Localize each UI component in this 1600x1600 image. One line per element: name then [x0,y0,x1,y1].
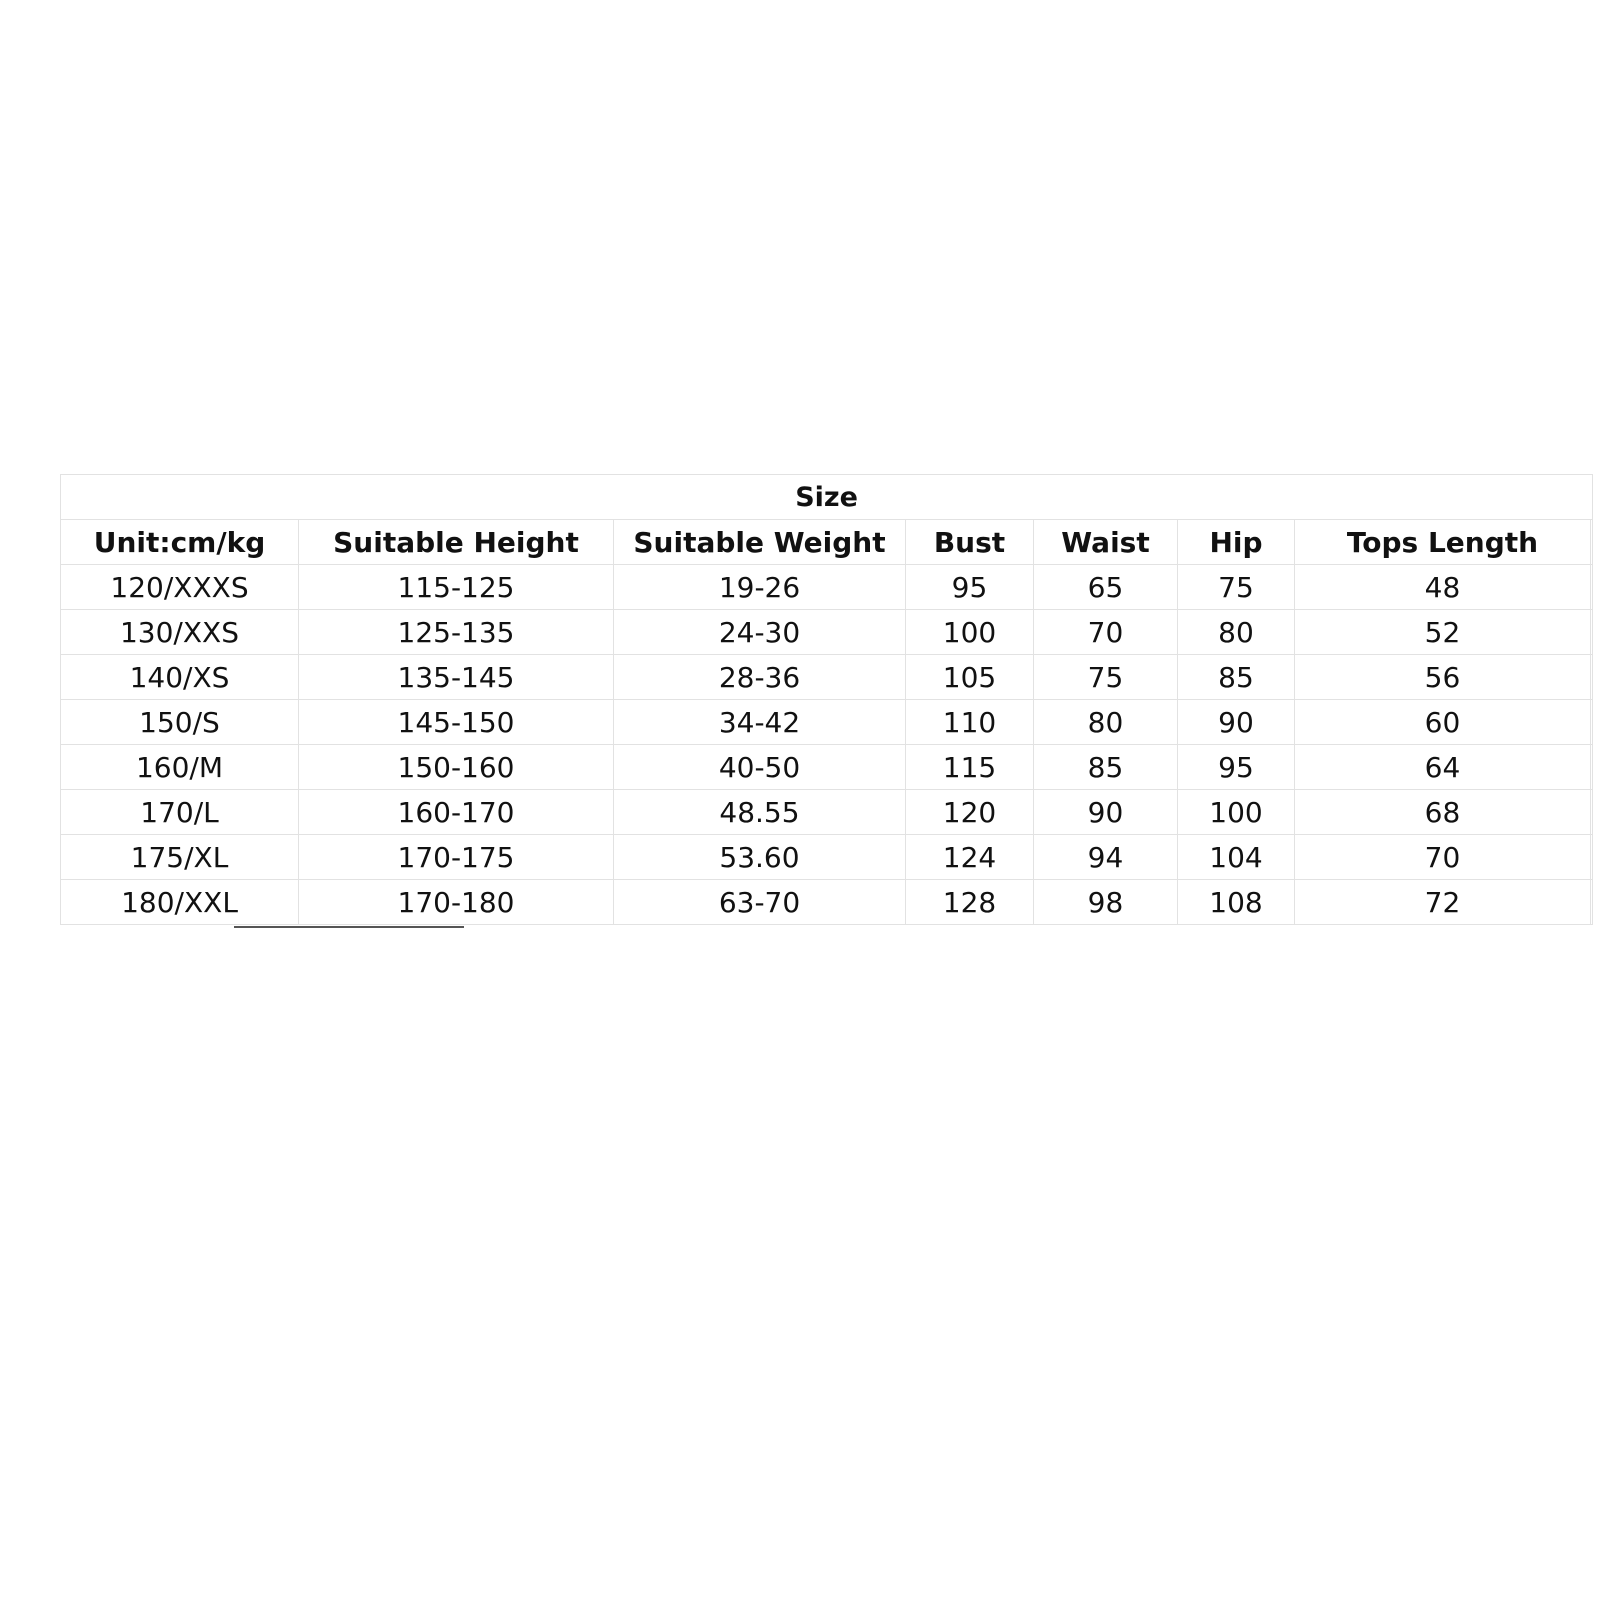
cell-extra [1591,835,1593,880]
cell-extra [1591,880,1593,925]
cell-tops-length: 72 [1295,880,1591,925]
table-row [61,655,1593,700]
column-header-unit: Unit:cm/kg [61,520,299,565]
cell-extra [1591,610,1593,655]
cell-bust: 95 [906,565,1034,610]
cell-tops-length: 64 [1295,745,1591,790]
size-chart [60,474,1600,925]
cell-weight: 48.55 [614,790,906,835]
cell-size: 175/XL [61,835,299,880]
cell-hip: 90 [1178,700,1295,745]
column-header-extra [1591,520,1593,565]
cell-weight: 53.60 [614,835,906,880]
cell-bust: 105 [906,655,1034,700]
cell-hip: 80 [1178,610,1295,655]
cell-size: 150/S [61,700,299,745]
cell-extra [1591,745,1593,790]
table-row [61,880,1593,925]
cell-waist: 65 [1034,565,1178,610]
column-header-waist: Waist [1034,520,1178,565]
cell-size: 160/M [61,745,299,790]
cell-bust: 124 [906,835,1034,880]
column-header-weight: Suitable Weight [614,520,906,565]
cell-hip: 95 [1178,745,1295,790]
cell-weight: 40-50 [614,745,906,790]
cell-waist: 80 [1034,700,1178,745]
table-row [61,565,1593,610]
table-header-row [61,520,1593,565]
cell-tops-length: 70 [1295,835,1591,880]
cell-hip: 108 [1178,880,1295,925]
cell-hip: 104 [1178,835,1295,880]
table-row [61,745,1593,790]
cell-tops-length: 68 [1295,790,1591,835]
cell-extra [1591,565,1593,610]
cell-weight: 63-70 [614,880,906,925]
column-header-tops-length: Tops Length [1295,520,1591,565]
cell-size: 170/L [61,790,299,835]
cell-height: 160-170 [299,790,614,835]
table-row [61,835,1593,880]
size-table [60,474,1593,925]
cell-height: 115-125 [299,565,614,610]
cell-size: 180/XXL [61,880,299,925]
cell-weight: 28-36 [614,655,906,700]
cell-size: 120/XXXS [61,565,299,610]
table-row [61,610,1593,655]
cell-tops-length: 56 [1295,655,1591,700]
column-header-bust: Bust [906,520,1034,565]
cell-size: 130/XXS [61,610,299,655]
cell-height: 145-150 [299,700,614,745]
cell-waist: 90 [1034,790,1178,835]
cell-extra [1591,790,1593,835]
cell-weight: 19-26 [614,565,906,610]
cell-weight: 24-30 [614,610,906,655]
cell-tops-length: 52 [1295,610,1591,655]
cell-size: 140/XS [61,655,299,700]
cell-height: 125-135 [299,610,614,655]
cell-height: 135-145 [299,655,614,700]
cell-waist: 75 [1034,655,1178,700]
cell-bust: 115 [906,745,1034,790]
cell-bust: 100 [906,610,1034,655]
cell-bust: 110 [906,700,1034,745]
cell-waist: 94 [1034,835,1178,880]
cell-hip: 85 [1178,655,1295,700]
column-header-height: Suitable Height [299,520,614,565]
cell-waist: 70 [1034,610,1178,655]
table-title: Size [61,475,1593,520]
cell-extra [1591,655,1593,700]
cell-waist: 98 [1034,880,1178,925]
cell-extra [1591,700,1593,745]
cell-waist: 85 [1034,745,1178,790]
column-header-hip: Hip [1178,520,1295,565]
cell-tops-length: 60 [1295,700,1591,745]
cell-hip: 100 [1178,790,1295,835]
table-row [61,790,1593,835]
cell-weight: 34-42 [614,700,906,745]
table-title-row [61,475,1593,520]
table-body [61,565,1593,925]
cell-bust: 120 [906,790,1034,835]
cell-bust: 128 [906,880,1034,925]
divider-line [234,926,464,928]
cell-height: 170-180 [299,880,614,925]
cell-tops-length: 48 [1295,565,1591,610]
cell-hip: 75 [1178,565,1295,610]
cell-height: 170-175 [299,835,614,880]
cell-height: 150-160 [299,745,614,790]
table-row [61,700,1593,745]
